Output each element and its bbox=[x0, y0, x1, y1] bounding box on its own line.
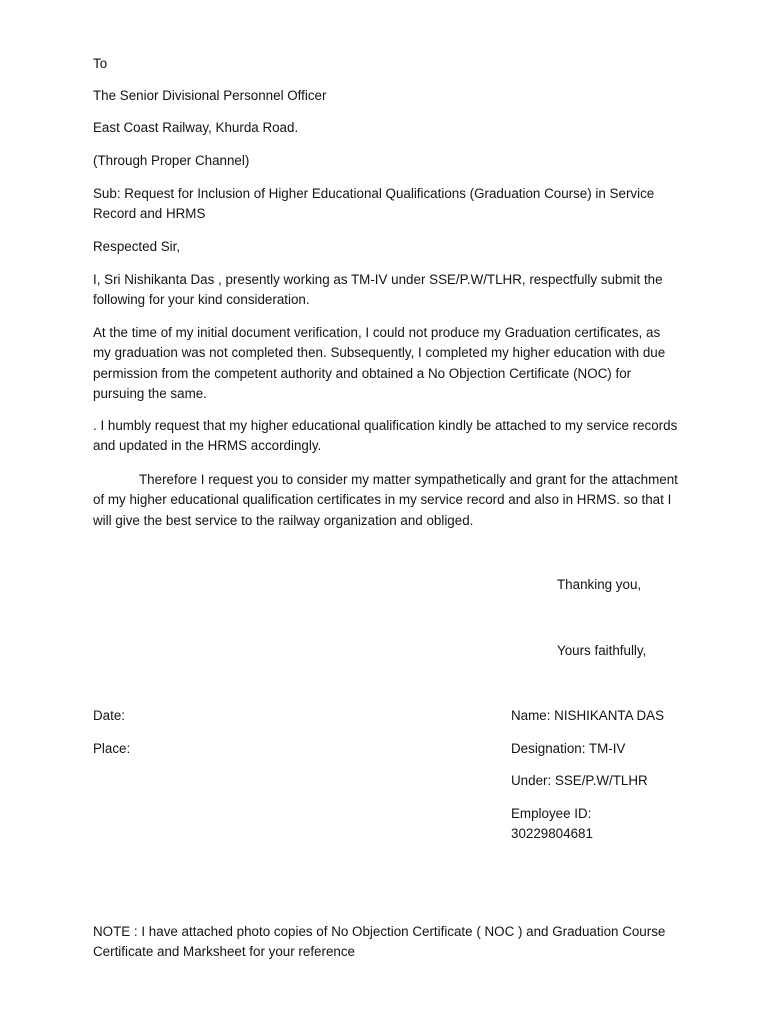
date-label: Date: bbox=[93, 708, 126, 723]
recipient-line: The Senior Divisional Personnel Officer bbox=[93, 88, 327, 103]
subject-paragraph: Sub: Request for Inclusion of Higher Educational Qualifications (Graduation Course) in Service Record and HRMS bbox=[93, 186, 655, 222]
designation-line: Designation: TM-IV bbox=[511, 741, 626, 756]
body-paragraph-4 bbox=[93, 470, 679, 531]
name-line: Name: NISHIKANTA DAS bbox=[511, 708, 665, 723]
employee-id-value: 30229804681 bbox=[511, 826, 593, 841]
place-label: Place: bbox=[93, 741, 131, 756]
office-line: East Coast Railway, Khurda Road. bbox=[93, 120, 299, 135]
body-paragraph-2: At the time of my initial document verification, I could not produce my Graduation certificates, as my graduation was not completed then. Subsequently, I completed my higher education with due permission from the competent authority and obtained a No Objection Certificate (NOC) for pursuing the same. bbox=[93, 325, 666, 402]
to-line: To bbox=[93, 56, 108, 71]
under-line: Under: SSE/P.W/TLHR bbox=[511, 773, 648, 788]
body-paragraph-1: I, Sri Nishikanta Das , presently working as TM-IV under SSE/P.W/TLHR, respectfully submit the following for your kind consideration. bbox=[93, 272, 663, 308]
employee-id-label: Employee ID: bbox=[511, 806, 592, 821]
note-paragraph: NOTE : I have attached photo copies of No Objection Certificate ( NOC ) and Graduation Course Certificate and Marksheet for your reference bbox=[93, 924, 666, 960]
salutation-line: Respected Sir, bbox=[93, 239, 181, 254]
closing-line: Yours faithfully, bbox=[557, 643, 647, 658]
body-paragraph-4-text: Therefore I request you to consider my matter sympathetically and grant for the attachment of my higher educational qualification certificates in my service record and also in HRMS. so that I will give the best service to the railway organization and obliged. bbox=[93, 472, 678, 528]
body-paragraph-3: . I humbly request that my higher educational qualification kindly be attached to my service records and updated in the HRMS accordingly. bbox=[93, 418, 678, 454]
thanking-line: Thanking you, bbox=[557, 577, 642, 592]
channel-line: (Through Proper Channel) bbox=[93, 153, 250, 168]
